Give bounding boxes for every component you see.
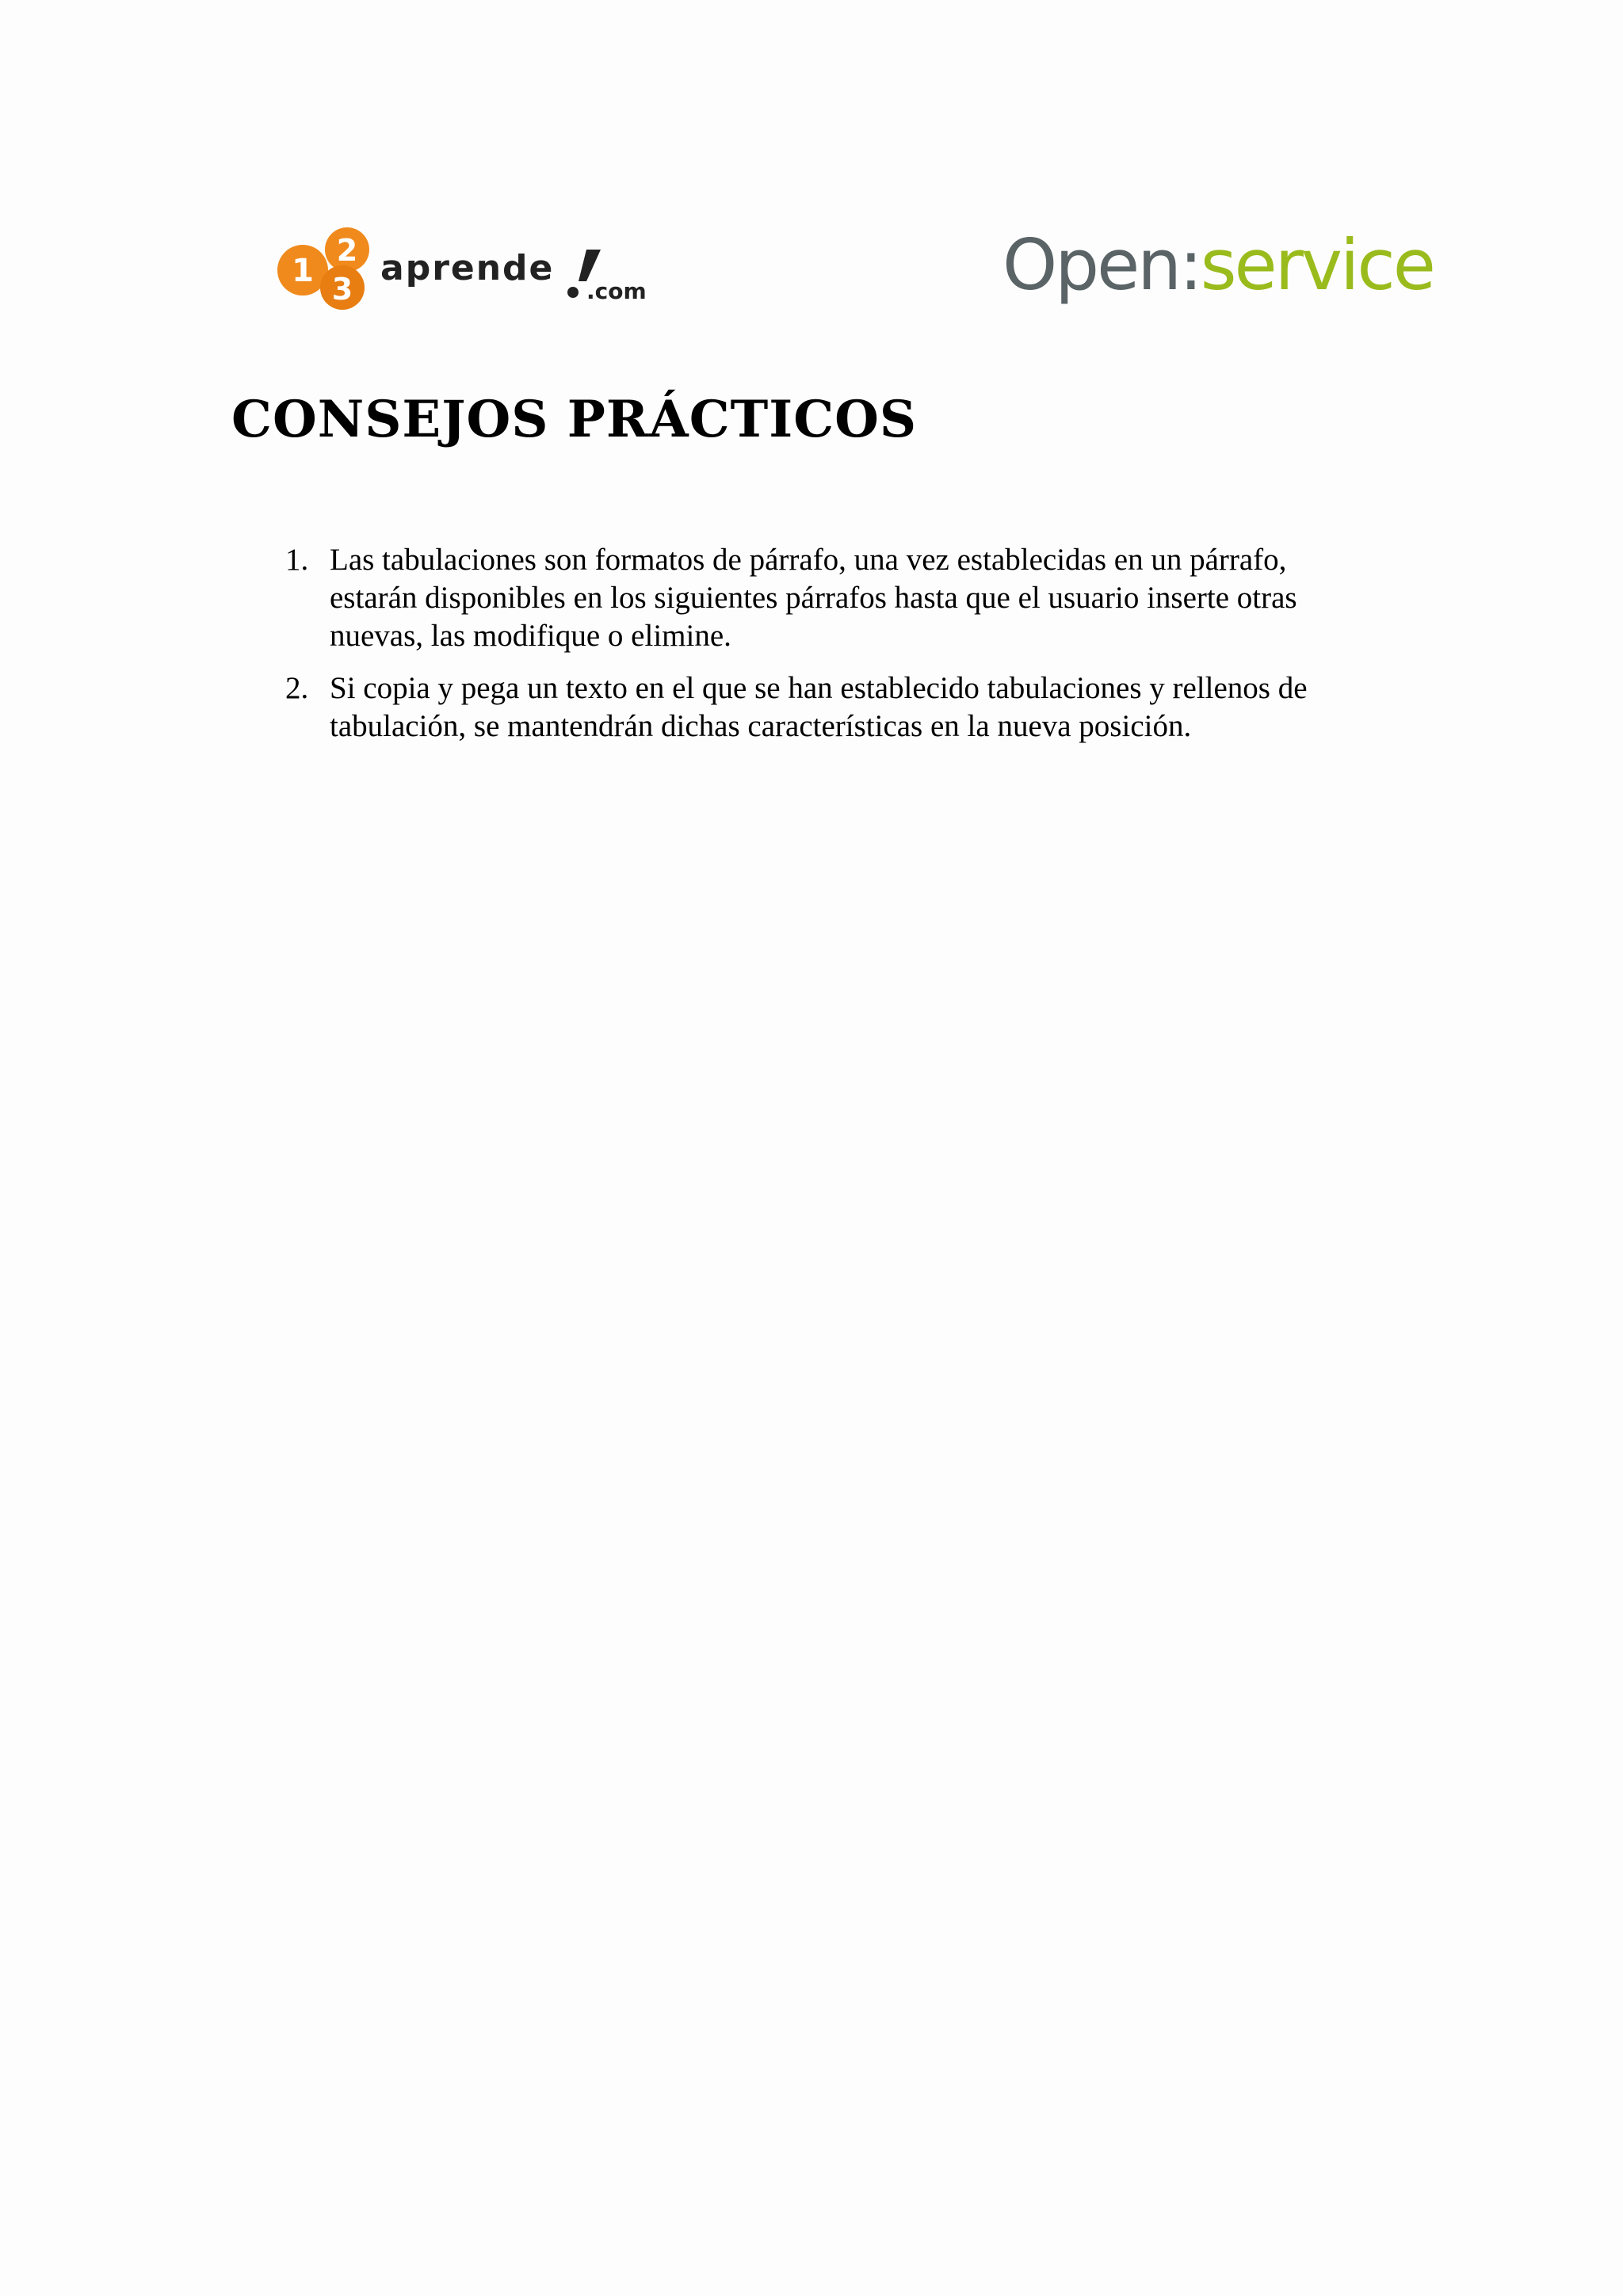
aprende-logo xyxy=(269,226,682,313)
logo-exclamation-icon xyxy=(579,250,601,281)
logo-suffix: .com xyxy=(586,278,647,304)
logo-digit-2: 2 xyxy=(336,233,358,268)
list-item xyxy=(285,541,1371,655)
logo-wordmark: aprende xyxy=(380,248,555,288)
page-title: CONSEJOS PRÁCTICOS xyxy=(231,390,918,449)
logo-service: service xyxy=(1200,224,1434,306)
logo-open: Open xyxy=(1002,224,1180,306)
logo-colon: : xyxy=(1179,224,1201,306)
logo-digit-3: 3 xyxy=(331,272,353,307)
tips-list xyxy=(285,541,1371,760)
list-item-text: Si copia y pega un texto en el que se han establecido tabulaciones y rellenos de tabulación, se mantendrán dichas características en la nueva posición. xyxy=(330,671,1308,743)
logo-digit-1: 1 xyxy=(292,253,314,289)
openservice-logo xyxy=(1002,222,1434,309)
list-item xyxy=(285,669,1371,746)
list-item-number: 1. xyxy=(285,543,309,577)
list-item-number: 2. xyxy=(285,671,309,705)
list-item-text: Las tabulaciones son formatos de párrafo, una vez establecidas en un párrafo, estarán disponibles en los siguientes párrafos hasta que el usuario inserte otras nuevas, las modifique o elimine. xyxy=(330,543,1297,653)
